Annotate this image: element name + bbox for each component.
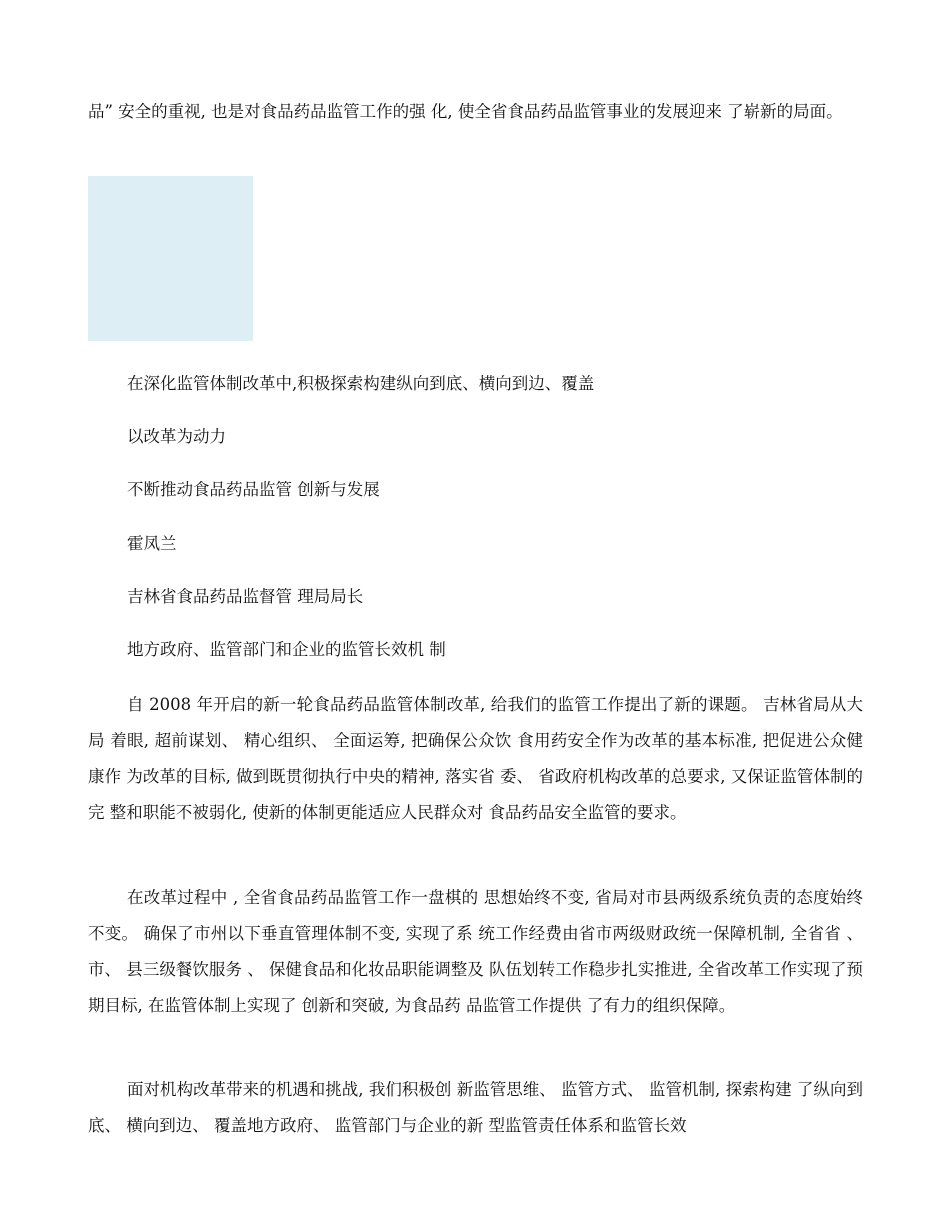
subheading-line: 在深化监管体制改革中,积极探索构建纵向到底、横向到边、覆盖 [127,374,595,393]
intro-paragraph: 品” 安全的重视, 也是对食品药品监管工作的强 化, 使全省食品药品监管事业的发展迎来 了崭新的局面。 [88,102,843,121]
subheading-line: 地方政府、监管部门和企业的监管长效机 制 [127,640,446,659]
subheading-line: 不断推动食品药品监管 创新与发展 [127,480,380,499]
body-paragraph: 在改革过程中 , 全省食品药品监管工作一盘棋的 思想始终不变, 省局对市县两级系统负责的态度始终 不变。 确保了市州以下垂直管理体制不变, 实现了系 统工作经费由省市两级财政统一保障机制, 全省省 、 市、 县三级餐饮服务 、 保健食品和化妆品职能调整及 队伍划转工作稳步扎实推进, 全省改革工作实现了预 期目标, 在监管体制上实现了 创新和突破, 为食品药 品监管工作提供 了有力的组织保障。 [88,888,863,1015]
subheading-line: 以改革为动力 [127,427,226,446]
body-paragraph: 面对机构改革带来的机遇和挑战, 我们积极创 新监管思维、 监管方式、 监管机制, 探索构建 了纵向到 底、 横向到边、 覆盖地方政府、 监管部门与企业的新 型监管责任体系和监管长效 [88,1080,863,1135]
author-name: 霍凤兰 [127,534,177,553]
author-title: 吉林省食品药品监督管 理局局长 [127,587,364,606]
image-placeholder [88,176,253,341]
body-paragraph: 自 2008 年开启的新一轮食品药品监管体制改革, 给我们的监管工作提出了新的课题。 吉林省局从大局 着眼, 超前谋划、 精心组织、 全面运筹, 把确保公众饮 食用药安全作为改革的基本标准, 把促进公众健康作 为改革的目标, 做到既贯彻执行中央的精神, 落实省 委、 省政府机构改革的总要求, 又保证监管体制的完 整和职能不被弱化, 使新的体制更能适应人民群众对 食品药品安全监管的要求。 [88,695,863,822]
